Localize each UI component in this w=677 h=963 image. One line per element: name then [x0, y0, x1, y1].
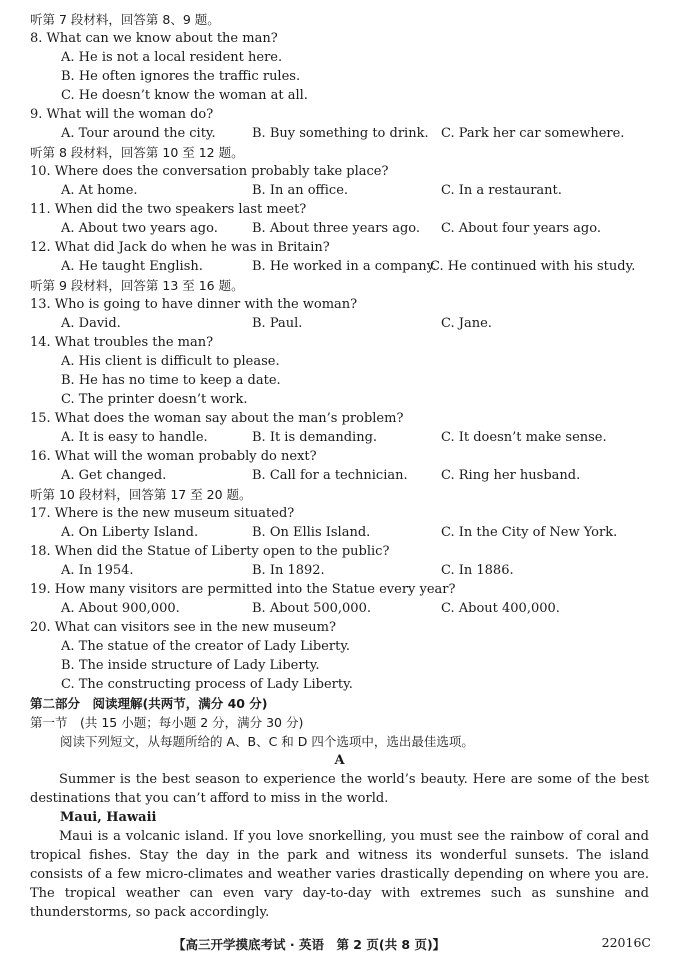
- question-18-option-a: A. In 1954.: [61, 563, 134, 578]
- question-10-stem: 10. Where does the conversation probably take place?: [30, 164, 389, 179]
- question-8-option-c: C. He doesn’t know the woman at all.: [61, 88, 308, 103]
- question-20-stem: 20. What can visitors see in the new museum?: [30, 620, 336, 635]
- question-15-stem: 15. What does the woman say about the man’s problem?: [30, 411, 404, 426]
- listening-instruction-9: 听第 9 段材料，回答第 13 至 16 题。: [30, 278, 244, 293]
- reading-directions: 阅读下列短文，从每题所给的 A、B、C 和 D 四个选项中，选出最佳选项。: [60, 734, 474, 749]
- question-9-option-c: C. Park her car somewhere.: [441, 126, 625, 141]
- question-18-option-c: C. In 1886.: [441, 563, 514, 578]
- question-15-option-b: B. It is demanding.: [252, 430, 378, 445]
- listening-instruction-7: 听第 7 段材料，回答第 8、9 题。: [30, 12, 220, 27]
- question-12-option-b: B. He worked in a company.: [252, 259, 437, 274]
- question-9-stem: 9. What will the woman do?: [30, 107, 214, 122]
- question-15-option-c: C. It doesn’t make sense.: [441, 430, 607, 445]
- question-12-options: [30, 257, 660, 276]
- question-10-options: [30, 181, 660, 200]
- question-8-stem: 8. What can we know about the man?: [30, 31, 278, 46]
- question-14-option-b: B. He has no time to keep a date.: [61, 373, 281, 388]
- question-18-stem: 18. When did the Statue of Liberty open to the public?: [30, 544, 390, 559]
- question-9-options: [30, 124, 660, 143]
- question-17-option-c: C. In the City of New York.: [441, 525, 618, 540]
- question-15-options: [30, 428, 660, 447]
- passage-intro: Summer is the best season to experience the world’s beauty. Here are some of the best destinations that you can’t afford to miss in the world.: [30, 772, 649, 806]
- question-19-options: [30, 599, 660, 618]
- question-13-stem: 13. Who is going to have dinner with the woman?: [30, 297, 358, 312]
- question-11-option-a: A. About two years ago.: [61, 221, 218, 236]
- page-footer: [0, 935, 677, 954]
- question-13-options: [30, 314, 660, 333]
- question-10-option-b: B. In an office.: [252, 183, 349, 198]
- question-14-option-a: A. His client is difficult to please.: [61, 354, 280, 369]
- section1-heading: 第一节 (共 15 小题；每小题 2 分，满分 30 分): [30, 715, 304, 730]
- question-13-option-a: A. David.: [61, 316, 121, 331]
- question-16-option-a: A. Get changed.: [61, 468, 167, 483]
- question-17-option-b: B. On Ellis Island.: [252, 525, 371, 540]
- question-12-option-a: A. He taught English.: [61, 259, 203, 274]
- question-16-option-c: C. Ring her husband.: [441, 468, 581, 483]
- listening-instruction-10: 听第 10 段材料，回答第 17 至 20 题。: [30, 487, 252, 502]
- question-11-option-c: C. About four years ago.: [441, 221, 601, 236]
- question-15-option-a: A. It is easy to handle.: [61, 430, 208, 445]
- question-17-option-a: A. On Liberty Island.: [61, 525, 199, 540]
- question-14-option-c: C. The printer doesn’t work.: [61, 392, 248, 407]
- question-12-stem: 12. What did Jack do when he was in Britain?: [30, 240, 330, 255]
- question-20-option-a: A. The statue of the creator of Lady Liberty.: [61, 639, 351, 654]
- part2-heading: 第二部分 阅读理解(共两节，满分 40 分): [30, 696, 268, 711]
- listening-instruction-8: 听第 8 段材料，回答第 10 至 12 题。: [30, 145, 244, 160]
- question-16-stem: 16. What will the woman probably do next?: [30, 449, 317, 464]
- subheading-maui: Maui, Hawaii: [60, 810, 157, 825]
- question-20-option-b: B. The inside structure of Lady Liberty.: [61, 658, 320, 673]
- question-19-stem: 19. How many visitors are permitted into the Statue every year?: [30, 582, 456, 597]
- question-17-options: [30, 523, 660, 542]
- question-8-option-b: B. He often ignores the traffic rules.: [61, 69, 301, 84]
- question-16-option-b: B. Call for a technician.: [252, 468, 408, 483]
- question-10-option-c: C. In a restaurant.: [441, 183, 562, 198]
- question-17-stem: 17. Where is the new museum situated?: [30, 506, 295, 521]
- question-11-stem: 11. When did the two speakers last meet?: [30, 202, 307, 217]
- question-14-stem: 14. What troubles the man?: [30, 335, 214, 350]
- question-9-option-a: A. Tour around the city.: [61, 126, 216, 141]
- paragraph-maui: Maui is a volcanic island. If you love snorkelling, you must see the rainbow of coral and tropical fishes. Stay the day in the park and witness its wonderful sunsets. The island consists of a few micro-climates and weather varies drastically depending on where you are. The tropical weather can even vary day-to-day with extremes such as sunshine and thunderstorms, so pack accordingly.: [30, 829, 649, 920]
- question-10-option-a: A. At home.: [61, 183, 138, 198]
- footer-title: 【高三开学摸底考试 · 英语 第 2 页(共 8 页)】: [173, 937, 446, 952]
- question-20-option-c: C. The constructing process of Lady Liberty.: [61, 677, 353, 692]
- question-11-option-b: B. About three years ago.: [252, 221, 421, 236]
- question-16-options: [30, 466, 660, 485]
- question-8-option-a: A. He is not a local resident here.: [61, 50, 283, 65]
- question-13-option-c: C. Jane.: [441, 316, 492, 331]
- question-18-option-b: B. In 1892.: [252, 563, 325, 578]
- question-19-option-b: B. About 500,000.: [252, 601, 371, 616]
- passage-label-a: A: [334, 753, 345, 768]
- question-12-option-c: C. He continued with his study.: [430, 259, 636, 274]
- question-19-option-a: A. About 900,000.: [61, 601, 180, 616]
- question-9-option-b: B. Buy something to drink.: [252, 126, 429, 141]
- question-13-option-b: B. Paul.: [252, 316, 303, 331]
- footer-code: 22016C: [601, 935, 651, 950]
- question-11-options: [30, 219, 660, 238]
- question-19-option-c: C. About 400,000.: [441, 601, 560, 616]
- question-18-options: [30, 561, 660, 580]
